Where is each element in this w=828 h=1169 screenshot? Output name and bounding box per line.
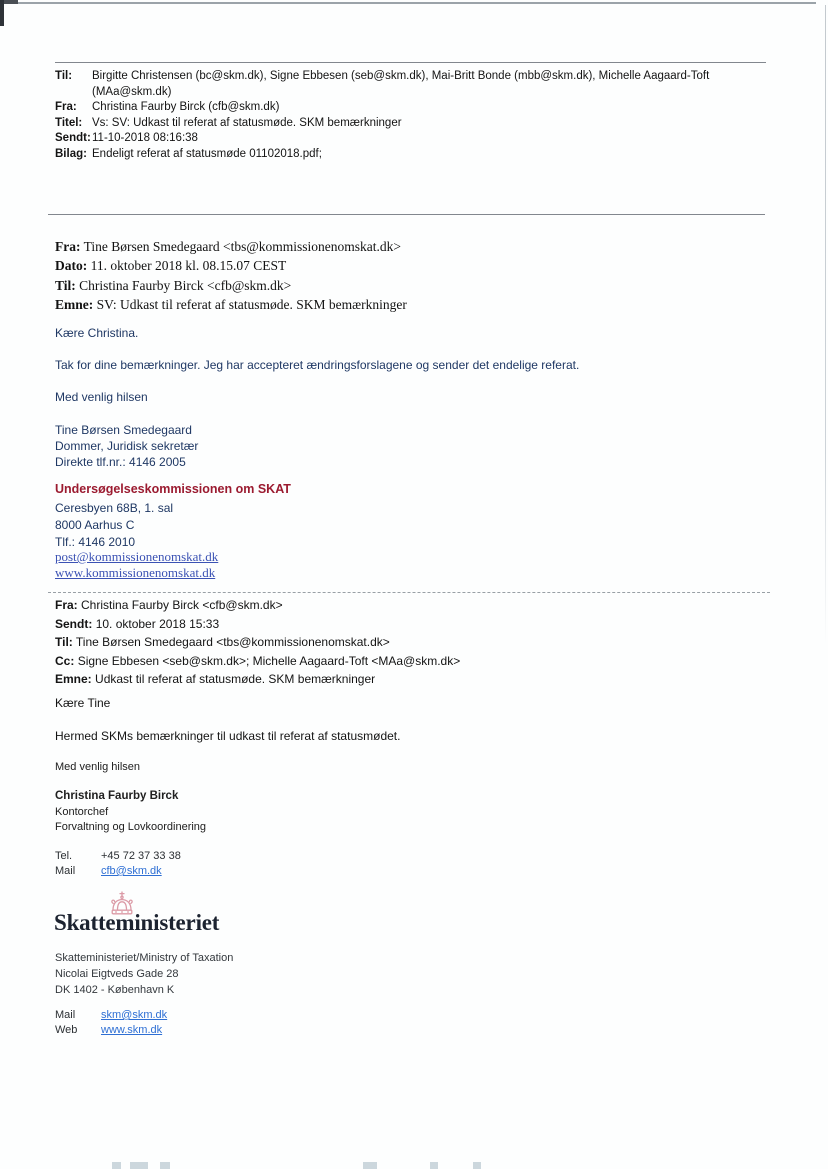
header-row-dato <box>55 256 755 275</box>
header-row-til <box>55 69 755 100</box>
signature-name: Tine Børsen Smedegaard <box>55 423 192 437</box>
ministry-email-link[interactable]: skm@skm.dk <box>101 1009 168 1021</box>
mail-row <box>55 1008 167 1023</box>
scan-top-edge <box>12 2 816 4</box>
field-value: Christina Faurby Birck <cfb@skm.dk> <box>81 598 283 612</box>
kommission-address <box>55 500 173 550</box>
field-label: Fra: <box>55 598 78 612</box>
field-value: Tine Børsen Smedegaard <tbs@kommissionenomskat.dk> <box>75 635 390 650</box>
header-row-fra <box>55 237 755 256</box>
ministry-address <box>55 951 233 998</box>
header-row-titel <box>55 116 755 132</box>
field-value: 11-10-2018 08:16:38 <box>92 132 198 144</box>
kommission-links <box>55 549 218 581</box>
ministry-contact <box>55 1008 167 1038</box>
ministry-wordmark: Skatteministeriet <box>54 910 220 935</box>
field-value: Christina Faurby Birck (cfb@skm.dk) <box>92 101 280 113</box>
field-label: Fra: <box>55 101 77 113</box>
sender-contact <box>55 849 181 879</box>
field-value: SV: Udkast til referat af statusmøde. SKM bemærkninger <box>96 296 407 312</box>
scan-bottom-fragment <box>473 1162 481 1169</box>
scan-bottom-fragment <box>130 1162 148 1169</box>
header-row-til <box>55 276 755 295</box>
address-line: Ceresbyen 68B, 1. sal <box>55 501 174 515</box>
field-label: Cc: <box>55 653 75 668</box>
email2-greeting: Kære Tine <box>55 696 111 710</box>
separator-line <box>55 62 766 63</box>
field-label: Titel: <box>55 116 83 129</box>
scan-bottom-fragment <box>112 1162 121 1169</box>
scan-bottom-fragment <box>430 1162 438 1169</box>
field-value: Udkast til referat af statusmøde. SKM bemærkninger <box>95 672 376 687</box>
signature-phone: Direkte tlf.nr.: 4146 2005 <box>55 455 186 469</box>
mail-label: Mail <box>55 1009 76 1021</box>
header-row-bilag <box>55 147 755 163</box>
header-row-emne <box>55 295 755 314</box>
field-value: Tine Børsen Smedegaard <tbs@kommissionenomskat.dk> <box>83 239 402 254</box>
field-label: Sendt: <box>55 616 93 631</box>
field-value: 10. oktober 2018 15:33 <box>95 616 220 631</box>
field-label: Emne: <box>55 296 94 312</box>
attachment-name: Endeligt referat af statusmøde 01102018.pdf; <box>92 147 322 160</box>
header-row-emne <box>55 670 755 689</box>
mail-label: Mail <box>55 865 76 877</box>
tel-label: Tel. <box>55 850 73 862</box>
tel-row <box>55 849 181 864</box>
scan-right-edge <box>825 5 826 645</box>
kommission-email-link[interactable]: post@kommissionenomskat.dk <box>55 549 219 564</box>
separator-dashed-line <box>48 592 770 593</box>
field-label: Sendt: <box>55 132 91 144</box>
forward-header <box>55 69 755 162</box>
address-line: DK 1402 - København K <box>55 983 175 996</box>
signature-title: Dommer, Juridisk sekretær <box>55 439 199 453</box>
header-row-sendt <box>55 131 755 147</box>
field-label: Til: <box>55 70 73 82</box>
email1-greeting: Kære Christina. <box>55 326 139 340</box>
header-row-sendt <box>55 615 755 634</box>
email1-header <box>55 237 755 314</box>
scan-corner-mark <box>0 0 4 26</box>
scan-bottom-fragment <box>363 1162 377 1169</box>
email1-paragraph: Tak for dine bemærkninger. Jeg har accepteret ændringsforslagene og sender det endelige referat. <box>55 358 580 372</box>
web-label: Web <box>55 1024 78 1036</box>
address-line: Nicolai Eigtveds Gade 28 <box>55 967 179 980</box>
field-label: Bilag: <box>55 147 87 160</box>
header-row-fra <box>55 100 755 116</box>
address-line: 8000 Aarhus C <box>55 517 135 532</box>
email1-signature <box>55 422 198 470</box>
email2-paragraph: Hermed SKMs bemærkninger til udkast til referat af statusmødet. <box>55 729 401 743</box>
field-label: Til: <box>55 277 76 293</box>
tel-value: +45 72 37 33 38 <box>101 850 181 862</box>
field-label: Dato: <box>55 258 88 274</box>
email1-closing: Med venlig hilsen <box>55 390 148 404</box>
field-label: Emne: <box>55 672 92 687</box>
field-label: Fra: <box>55 239 81 254</box>
scan-bottom-fragment <box>160 1162 170 1169</box>
signature-department: Forvaltning og Lovkoordinering <box>55 821 207 833</box>
sender-email-link[interactable]: cfb@skm.dk <box>101 865 162 877</box>
field-value: Birgitte Christensen (bc@skm.dk), Signe Ebbesen (seb@skm.dk), Mai-Britt Bonde (mbb@skm.dk), Michelle Aagaard-Toft (MAa@skm.dk) <box>92 70 710 98</box>
kommission-web-link[interactable]: www.kommissionenomskat.dk <box>55 564 216 580</box>
email2-signature <box>55 789 206 836</box>
header-row-cc <box>55 652 755 671</box>
email2-header <box>55 596 755 689</box>
email2-closing: Med venlig hilsen <box>55 761 140 773</box>
ministry-web-link[interactable]: www.skm.dk <box>101 1024 163 1036</box>
header-row-fra <box>55 596 755 615</box>
separator-line <box>48 214 765 215</box>
web-row <box>55 1023 167 1038</box>
field-value: Vs: SV: Udkast til referat af statusmøde. SKM bemærkninger <box>92 116 402 129</box>
field-value: Signe Ebbesen <seb@skm.dk>; Michelle Aagaard-Toft <MAa@skm.dk> <box>77 653 461 668</box>
signature-name: Christina Faurby Birck <box>55 790 179 802</box>
field-label: Til: <box>55 635 73 650</box>
signature-title: Kontorchef <box>55 805 109 818</box>
mail-row <box>55 864 181 879</box>
field-value: 11. oktober 2018 kl. 08.15.07 CEST <box>90 258 287 274</box>
address-line: Skatteministeriet/Ministry of Taxation <box>55 952 234 964</box>
phone-line: Tlf.: 4146 2010 <box>55 534 136 549</box>
kommission-name: Undersøgelseskommissionen om SKAT <box>55 482 291 496</box>
field-value: Christina Faurby Birck <cfb@skm.dk> <box>79 277 292 293</box>
header-row-til <box>55 633 755 652</box>
